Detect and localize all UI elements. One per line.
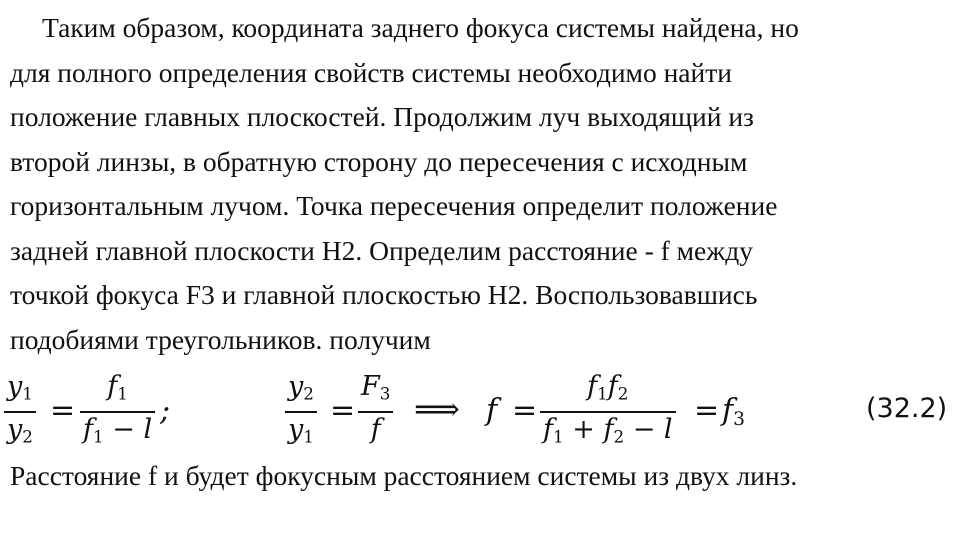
eq1-lhs-fraction: $y_1$ $y_2$ [4,370,36,453]
eq3-lhs: f [486,393,498,428]
equation-row [0,368,960,458]
eq3-result: $f_3$ [722,393,745,431]
equation-number: (32.2) [866,393,948,424]
conclusion-text: Расстояние f и будет фокусным расстоянием системы из двух линз. [10,460,798,491]
eq1-separator: ; [160,393,171,428]
eq3-equals-sign-2: = [694,393,720,428]
body-paragraph [10,6,950,362]
eq1-rhs-fraction: $f_1$ $f_1 - l$ [80,370,155,453]
paragraph-line: точкой фокуса F3 и главной плоскостью H2. Воспользовавшись [10,279,758,310]
eq3-equals-sign: = [512,393,538,428]
paragraph-line: подобиями треугольников. получим [10,323,431,355]
paragraph-line: положение главных плоскостей. Продолжим луч выходящий из [10,101,754,132]
paragraph-line: задней главной плоскости H2. Определим расстояние - f между [10,234,753,266]
eq3-fraction: $f_1f_2$ $f_1 + f_2 - l$ [540,370,676,453]
paragraph-line: Таким образом, координата заднего фокуса системы найдена, но [42,12,799,43]
implies-arrow: ⟹ [414,390,460,428]
eq2-lhs-fraction: $y_2$ $y_1$ [285,370,317,453]
paragraph-line: горизонтальным лучом. Точка пересечения определит положение [10,190,778,221]
eq2-rhs-fraction: $F_3$ f [358,370,393,447]
eq1-equals-sign: = [50,393,76,428]
eq2-equals-sign: = [330,393,356,428]
paragraph-line: второй линзы, в обратную сторону до пересечения с исходным [10,145,748,177]
paragraph-line: для полного определения свойств системы необходимо найти [10,56,732,88]
